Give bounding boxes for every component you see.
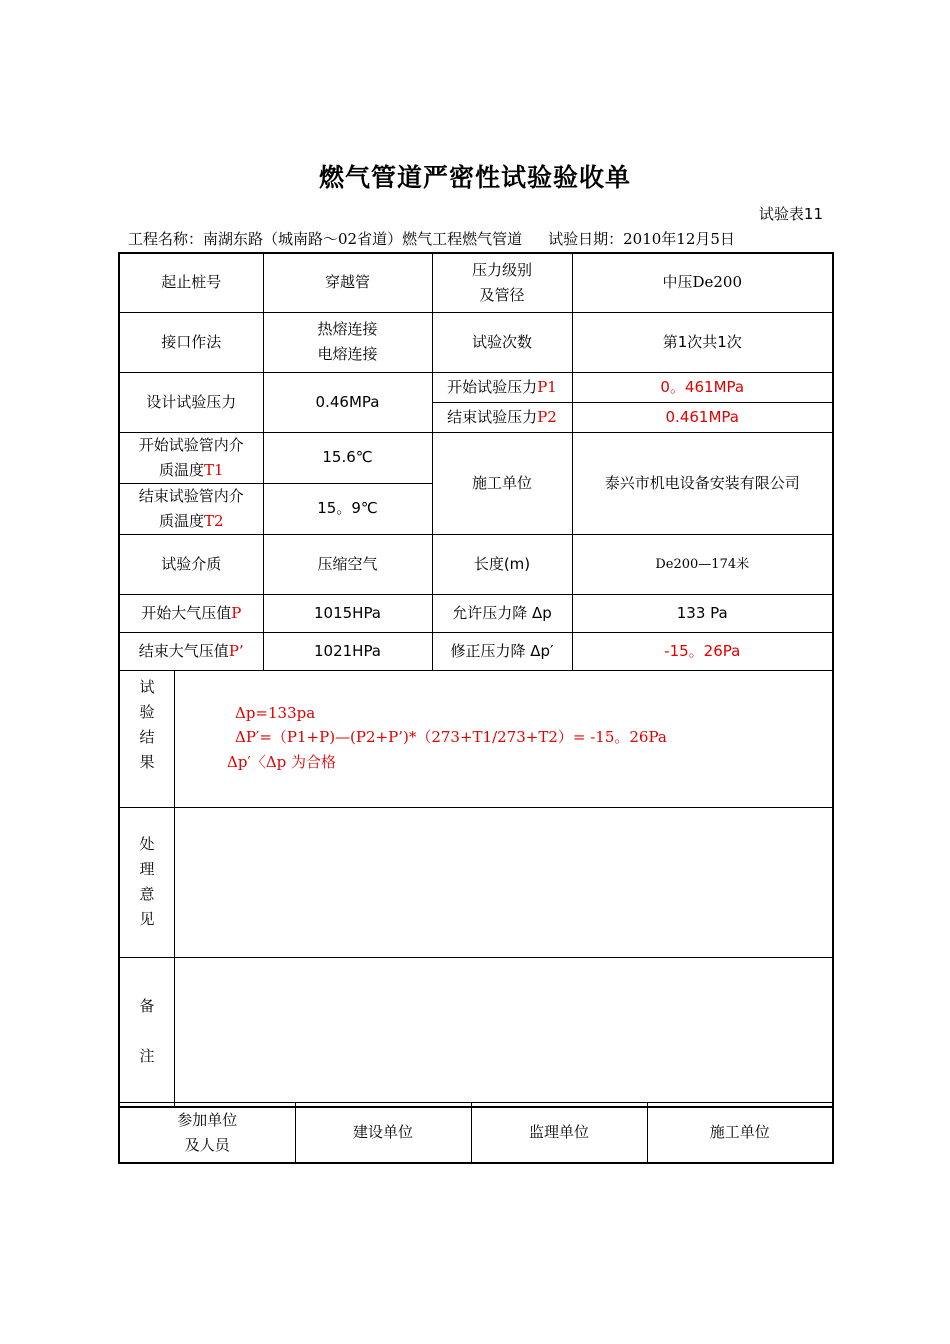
corrected-drop-value: -15。26Pa [572, 632, 833, 670]
test-date-value: 2010年12月5日 [623, 230, 735, 248]
medium-label: 试验介质 [119, 534, 263, 594]
joint-label: 接口作法 [119, 312, 263, 372]
end-atm-label-text: 结束大气压值 [138, 641, 229, 660]
end-temp-label-line1: 结束试验管内介 [138, 486, 244, 505]
opinion-label [120, 808, 175, 957]
pressure-grade-value: 中压De200 [572, 253, 833, 312]
project-name-value: 南湖东路（城南路～02省道）燃气工程燃气管道 [203, 230, 523, 248]
allow-drop-label: 允许压力降 Δp [432, 594, 572, 632]
medium-value: 压缩空气 [263, 534, 432, 594]
table-row [119, 807, 833, 957]
length-value: De200—174米 [572, 534, 833, 594]
result-label [120, 671, 175, 807]
signature-table [118, 1102, 834, 1164]
design-pressure-label: 设计试验压力 [119, 372, 263, 432]
allow-drop-value: 133 Pa [572, 594, 833, 632]
result-label-char: 果 [139, 752, 155, 771]
opinion-content [175, 808, 832, 957]
opinion-label-char: 处 [139, 835, 155, 853]
remarks-content [175, 958, 832, 1106]
result-line-formula: ΔP′=（P1+P)—(P2+P’)*（273+T1/273+T2）= -15。26Pa [235, 728, 667, 746]
end-temp-label-line2: 质温度 [158, 511, 204, 530]
opinion-label-char: 见 [139, 910, 155, 928]
table-row [119, 1103, 833, 1164]
contractor-label: 施工单位 [432, 432, 572, 534]
pressure-grade-label-line2: 及管径 [479, 285, 525, 304]
form-number: 试验表11 [758, 205, 823, 223]
supervisor-unit: 监理单位 [471, 1103, 647, 1164]
test-count-label: 试验次数 [432, 312, 572, 372]
start-pressure-label-text: 开始试验压力 [447, 377, 538, 396]
table-row [119, 312, 833, 372]
project-name-label: 工程名称： [128, 230, 204, 248]
end-temp-label [119, 483, 263, 534]
end-atm-label [119, 632, 263, 670]
start-temp-label-line1: 开始试验管内介 [138, 435, 244, 454]
project-info-line [128, 228, 735, 249]
end-pressure-symbol: P2 [537, 407, 557, 426]
table-row [119, 432, 833, 483]
remarks-label [120, 958, 175, 1106]
start-atm-label-text: 开始大气压值 [141, 603, 232, 622]
end-pressure-value: 0.461MPa [572, 402, 833, 432]
result-line-allowed-drop: Δp=133pa [235, 703, 316, 722]
end-pressure-label-text: 结束试验压力 [447, 407, 538, 426]
corrected-drop-label: 修正压力降 Δp′ [432, 632, 572, 670]
remarks-label-char: 备 [139, 997, 155, 1015]
remarks-label-char: 注 [139, 1047, 155, 1065]
page-title: 燃气管道严密性试验验收单 [318, 163, 631, 192]
end-temp-symbol: T2 [203, 511, 224, 530]
participants-label-line2: 及人员 [184, 1135, 230, 1154]
end-atm-symbol: P’ [228, 641, 244, 660]
table-row [119, 534, 833, 594]
start-temp-symbol: T1 [203, 460, 224, 479]
start-temp-label-line2: 质温度 [158, 460, 204, 479]
joint-value-line1: 热熔连接 [317, 320, 378, 338]
contractor-unit: 施工单位 [647, 1103, 833, 1164]
start-atm-value: 1015HPa [263, 594, 432, 632]
start-atm-symbol: P [231, 603, 242, 622]
remarks-row [119, 957, 833, 1107]
joint-value [263, 312, 432, 372]
result-label-char: 结 [139, 727, 155, 746]
owner-unit: 建设单位 [295, 1103, 471, 1164]
joint-value-line2: 电熔连接 [317, 345, 378, 363]
station-value: 穿越管 [263, 253, 432, 312]
test-count-value: 第1次共1次 [572, 312, 833, 372]
start-pressure-label [432, 372, 572, 402]
result-line-conclusion: Δp′〈Δp 为合格 [227, 752, 337, 771]
station-label: 起止桩号 [119, 253, 263, 312]
opinion-label-char: 意 [139, 885, 155, 903]
table-row [119, 670, 833, 807]
opinion-label-char: 理 [139, 860, 155, 878]
result-content [175, 671, 832, 807]
end-atm-value: 1021HPa [263, 632, 432, 670]
end-pressure-label [432, 402, 572, 432]
pressure-grade-label-line1: 压力级别 [471, 260, 532, 279]
test-date-label: 试验日期： [548, 230, 624, 248]
start-temp-value: 15.6℃ [263, 432, 432, 483]
test-form-table [118, 252, 834, 1108]
start-atm-label [119, 594, 263, 632]
start-pressure-value: 0。461MPa [572, 372, 833, 402]
table-row [119, 594, 833, 632]
participants-label-line1: 参加单位 [177, 1110, 238, 1129]
end-temp-value: 15。9℃ [263, 483, 432, 534]
table-row [119, 372, 833, 402]
start-pressure-symbol: P1 [537, 377, 557, 396]
result-label-char: 试 [139, 677, 155, 696]
table-row [119, 957, 833, 1107]
length-label: 长度(m) [432, 534, 572, 594]
pressure-grade-label [432, 253, 572, 312]
table-row [119, 253, 833, 312]
start-temp-label [119, 432, 263, 483]
result-label-char: 验 [139, 702, 155, 721]
table-row [119, 632, 833, 670]
design-pressure-value: 0.46MPa [263, 372, 432, 432]
contractor-value: 泰兴市机电设备安装有限公司 [572, 432, 833, 534]
participants-label [119, 1103, 295, 1164]
result-row [119, 670, 833, 807]
opinion-row [119, 807, 833, 957]
